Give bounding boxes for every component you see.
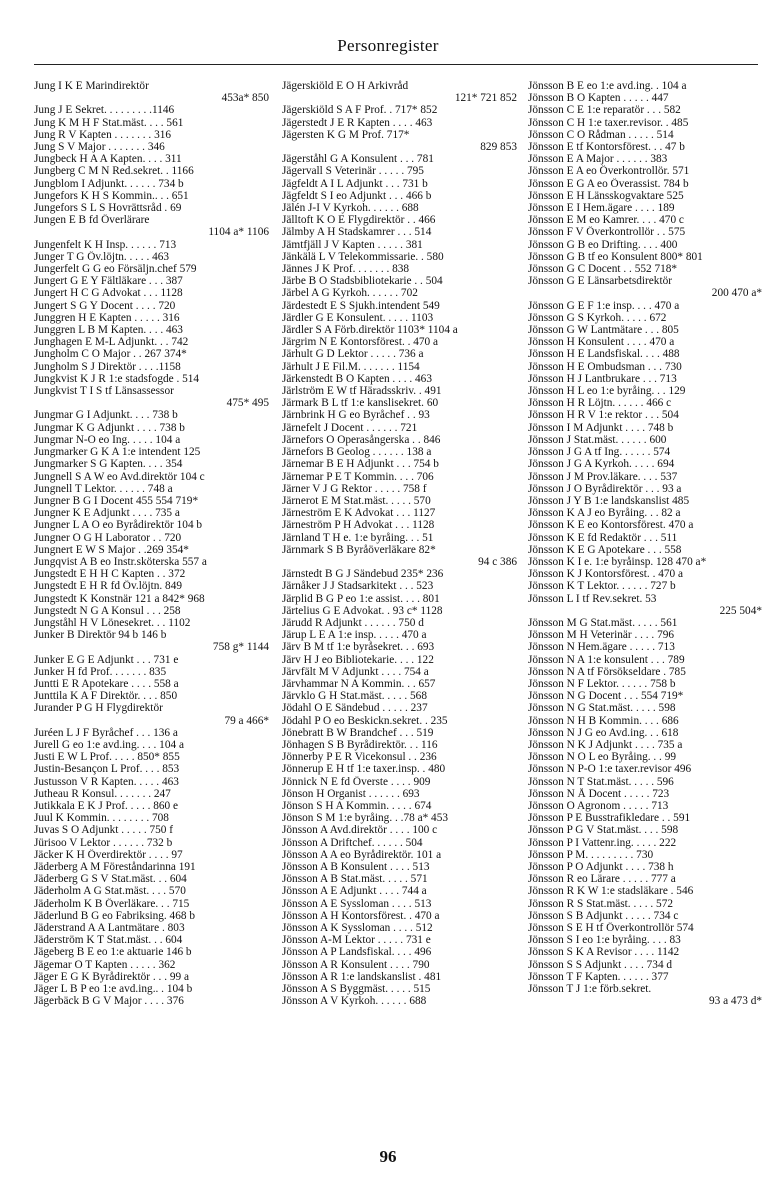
register-entry: Jönhagen S B Byrådirektör. . . 116 xyxy=(282,738,438,751)
register-entry: Jung S V Major . . . . . . . 346 xyxy=(34,141,165,154)
register-entry: Juul K Kommin. . . . . . . . 708 xyxy=(34,812,169,825)
register-entry: Jönsson K E G Apotekare . . . 558 xyxy=(528,543,682,556)
register-entry: Jönsson E tf Kontorsförest. . . 47 b xyxy=(528,141,685,154)
register-entry: Järnefelt J Docent . . . . . . 721 xyxy=(282,421,418,434)
register-entry: Jungholm S J Direktör . . . .1158 xyxy=(34,360,181,373)
register-entry: Järbe B O Stadsbibliotekarie . . 504 xyxy=(282,275,443,288)
register-entry: 1104 a* 1106 xyxy=(208,226,269,239)
register-entry: Jönsson A Avd.direktör . . . . 100 c xyxy=(282,824,438,837)
register-entry: Jönsson N A 1:e konsulent . . . 789 xyxy=(528,653,685,666)
register-entry: Järmark B L tf 1:e kanslisekret. 60 xyxy=(282,397,439,410)
register-entry: Jungefors S L S Hovrättsråd . 69 xyxy=(34,202,182,215)
register-entry: Jägerståhl G A Konsulent . . . 781 xyxy=(282,153,434,166)
register-entry: Jönsson A-M Lektor . . . . . 731 e xyxy=(282,934,431,947)
register-entry: Jönsson A P Landsfiskal. . . . 496 xyxy=(282,946,432,959)
register-entry: Jönsson G C Docent . . 552 718* xyxy=(528,263,678,276)
register-entry: Jäderholm A G Stat.mäst. . . . 570 xyxy=(34,885,186,898)
register-entry: Jönsson B E eo 1:e avd.ing. . 104 a xyxy=(528,80,687,92)
register-entry: Jönsson J G A tf Ing. . . . . . 574 xyxy=(528,446,671,459)
register-entry: Jungstedt K Konstnär 121 a 842* 968 xyxy=(34,592,205,605)
register-entry: Jönsson C E 1:e reparatör . . . 582 xyxy=(528,104,681,117)
register-entry: Junker E G E Adjunkt . . . 731 e xyxy=(34,653,179,666)
register-entry: Jönsson A S Byggmäst. . . . . 515 xyxy=(282,983,431,996)
register-entry: Järudd R Adjunkt . . . . . . 750 d xyxy=(282,616,424,629)
register-entry: Järdestedt E S Sjukh.intendent 549 xyxy=(282,299,440,312)
register-entry: Jönsson S E H tf Överkontrollör 574 xyxy=(528,922,694,935)
register-entry: Jönsson B O Kapten . . . . . 447 xyxy=(528,92,669,105)
register-entry: Justin-Besançon L Prof. . . . 853 xyxy=(34,763,180,776)
register-entry: Jönsson R S Stat.mäst. . . . . 572 xyxy=(528,897,673,910)
register-entry: Jödahl P O eo Beskickn.sekret. . 235 xyxy=(282,714,448,727)
register-entry: Junggren H E Kapten . . . . . 316 xyxy=(34,311,180,324)
register-entry: Jönsson A H Kontorsförest. . 470 a xyxy=(282,909,440,922)
register-entry: Jürisoo V Lektor . . . . . . 732 b xyxy=(34,836,173,849)
register-entry: Jönsson E M eo Kamrer. . . . 470 c xyxy=(528,214,684,227)
register-entry: Jönsson P M. . . . . . . . . 730 xyxy=(528,848,654,861)
register-entry: Jungner K E Adjunkt . . . . 735 a xyxy=(34,507,180,520)
register-entry: Jönsson C H 1:e taxer.revisor. . 485 xyxy=(528,116,689,129)
register-entry: Jönsson A R 1:e landskanslist . 481 xyxy=(282,970,442,983)
register-entry: Järv H J eo Bibliotekarie. . . . 122 xyxy=(282,653,434,666)
register-entry: Jönebratt B W Brandchef . . . 519 xyxy=(282,726,434,739)
register-entry: Jönsson H R V 1:e rektor . . . 504 xyxy=(528,409,679,422)
register-entry: Jungståhl H V Lönesekret. . . 1102 xyxy=(34,616,191,629)
register-entry: Jälén J-I V Kyrkoh. . . . . . 688 xyxy=(282,202,419,215)
register-entry: Jäcker K H Överdirektör . . . . 97 xyxy=(34,848,183,861)
register-entry: Jägeberg B E eo 1:e aktuarie 146 b xyxy=(34,946,192,959)
register-entry: Jungbeck H A A Kapten. . . . 311 xyxy=(34,153,182,166)
register-entry: Jönsson K I e. 1:e byråinsp. 128 470 a* xyxy=(528,555,707,568)
register-entry: Jönsson T F Kapten. . . . . . 377 xyxy=(528,970,669,983)
register-entry: Jönsson M H Veterinär . . . . 796 xyxy=(528,629,675,642)
register-entry: 79 a 466* xyxy=(224,714,269,727)
register-entry: Jänkälä L V Telekommissarie. . 580 xyxy=(282,250,444,263)
register-entry: Jägemar O T Kapten . . . . . 362 xyxy=(34,958,176,971)
register-entry: Jönsson N G Docent . . . 554 719* xyxy=(528,690,684,703)
register-entry: Jägfeldt A I L Adjunkt . . . 731 b xyxy=(282,177,428,190)
register-entry: Jönsson P I Vattenr.ing. . . . . 222 xyxy=(528,836,677,849)
register-entry: Jägerbäck B G V Major . . . . 376 xyxy=(34,995,184,1008)
register-entry: Juréen L J F Byråchef . . . 136 a xyxy=(34,726,178,739)
register-entry: Jönsson S B Adjunkt . . . . . 734 c xyxy=(528,909,679,922)
register-entry: Jönsson H R Löjtn. . . . . . 466 c xyxy=(528,397,672,410)
register-entry: Jälltoft K O E Flygdirektör . . 466 xyxy=(282,214,436,227)
header-rule xyxy=(34,64,758,65)
register-entry: Jönsson N O L eo Byråing. . . 99 xyxy=(528,751,677,764)
register-entry: Junggren L B M Kapten. . . . 463 xyxy=(34,324,183,337)
register-entry: Jönsson K T Lektor. . . . . . 727 b xyxy=(528,580,676,593)
register-entry: Jäderberg A M Föreståndarinna 191 xyxy=(34,861,196,873)
register-entry: Jönsson G B tf eo Konsulent 800* 801 xyxy=(528,250,703,263)
register-entry: Jönson H Organist . . . . . . 693 xyxy=(282,787,420,800)
register-entry: Jönsson N A tf Försökseldare . 785 xyxy=(528,665,686,678)
register-entry: Jönsson G W Lantmätare . . . 805 xyxy=(528,324,679,337)
register-entry: Jönsson F V Överkontrollör . . 575 xyxy=(528,226,686,239)
register-entry: Järvfält M V Adjunkt . . . . 754 a xyxy=(282,665,429,678)
register-entry: Jönsson E A eo Överkontrollör. 571 xyxy=(528,165,690,178)
register-entry: Jägervall S Veterinär . . . . . 795 xyxy=(282,165,424,178)
register-entry: 121* 721 852 xyxy=(454,92,517,105)
register-entry: Jönsson A E Adjunkt . . . . 744 a xyxy=(282,885,427,898)
register-column-3 xyxy=(528,80,762,1007)
register-entry: Jönsson S I eo 1:e byråing. . . . 83 xyxy=(528,934,681,947)
register-entry: Jönsson A Driftchef. . . . . . 504 xyxy=(282,836,423,849)
register-entry: Jägerstedt J E R Kapten . . . . 463 xyxy=(282,116,433,129)
register-entry: Jönsson L I tf Rev.sekret. 53 xyxy=(528,592,657,605)
register-entry: Jönsson J Y B 1:e landskanslist 485 xyxy=(528,494,690,507)
register-entry: Järhult J E Fil.M. . . . . . . 1154 xyxy=(282,360,420,373)
register-entry: Jungmar N-O eo Ing. . . . . 104 a xyxy=(34,433,181,446)
register-entry: Justusson V R Kapten. . . . . 463 xyxy=(34,775,179,788)
register-entry: Järnmark S B Byråöverläkare 82* xyxy=(282,543,436,556)
register-entry: Jägersten K G M Prof. 717* xyxy=(282,128,410,141)
register-entry: Jönnick N E fd Överste . . . . 909 xyxy=(282,775,431,788)
register-entry: Järnland T H e. 1:e byråing. . . 51 xyxy=(282,531,434,544)
register-entry: Jönsson N F Lektor. . . . . . 758 b xyxy=(528,677,676,690)
register-entry: Jutikkala E K J Prof. . . . . 860 e xyxy=(34,799,179,812)
register-entry: Jungenfelt K H Insp. . . . . . 713 xyxy=(34,238,177,251)
register-entry: Jönsson C O Rådman . . . . . 514 xyxy=(528,128,674,141)
register-entry: Järvklo G H Stat.mäst. . . . . 568 xyxy=(282,690,427,703)
register-entry: Järnemar P E T Kommin. . . . 706 xyxy=(282,470,434,483)
register-entry: Jönsson R eo Lärare . . . . . 777 a xyxy=(528,873,676,886)
register-entry: Järdler S A Förb.direktör 1103* 1104 a xyxy=(282,324,458,337)
register-entry: Jönsson A E Syssloman . . . . 513 xyxy=(282,897,432,910)
register-entry: Jäger E G K Byrådirektör . . . 99 a xyxy=(34,970,189,983)
register-entry: Jungnell T Lektor. . . . . . 748 a xyxy=(34,482,173,495)
register-entry: Juntti E R Apotekare . . . . 558 a xyxy=(34,677,179,690)
register-entry: Jönsson P O Adjunkt . . . . 738 h xyxy=(528,861,674,873)
register-entry: Jönsson E H Länsskogvaktare 525 xyxy=(528,189,684,202)
register-entry: Järdler G E Konsulent. . . . . 1103 xyxy=(282,311,434,324)
register-entry: Jönsson J Stat.mäst. . . . . . 600 xyxy=(528,433,667,446)
register-column-1 xyxy=(34,80,269,1007)
register-entry: Jödahl O E Sändebud . . . . . 237 xyxy=(282,702,428,715)
register-entry: Jurander P G H Flygdirektör xyxy=(34,702,163,715)
register-entry: Jönsson N J G eo Avd.ing. . . 618 xyxy=(528,726,679,739)
register-entry: Järnstedt B G J Sändebud 235* 236 xyxy=(282,568,444,581)
register-entry: Järgrim N E Kontorsförest. . 470 a xyxy=(282,336,439,349)
register-entry: 475* 495 xyxy=(226,397,269,410)
register-entry: Juvas S O Adjunkt . . . . . 750 f xyxy=(34,824,174,837)
register-entry: Jungert S G Y Docent . . . . 720 xyxy=(34,299,176,312)
register-entry: Jönsson P G V Stat.mäst. . . . 598 xyxy=(528,824,679,837)
register-entry: Jönson S M 1:e byråing. . .78 a* 453 xyxy=(282,812,448,825)
register-entry: Järnbrink H G eo Byråchef . . 93 xyxy=(282,409,430,422)
register-entry: Jännes J K Prof. . . . . . . 838 xyxy=(282,263,410,276)
register-entry: Jönsson G E F 1:e insp. . . . 470 a xyxy=(528,299,680,312)
register-entry: Jönnerup E H tf 1:e taxer.insp. . 480 xyxy=(282,763,446,776)
register-entry: Jönson S H A Kommin. . . . . 674 xyxy=(282,799,432,812)
register-entry: Jönsson J M Prov.läkare. . . . 537 xyxy=(528,470,678,483)
register-entry: Järnerot E M Stat.mäst. . . . . 570 xyxy=(282,494,431,507)
register-entry: Järneström P H Advokat . . . 1128 xyxy=(282,519,435,532)
register-entry: Jönsson A B Stat.mäst. . . . . 571 xyxy=(282,873,428,886)
register-entry: Jungen E B fd Överlärare xyxy=(34,214,150,227)
register-entry: Jönsson G B eo Drifting. . . . 400 xyxy=(528,238,678,251)
register-entry: Jungholm C O Major . . 267 374* xyxy=(34,348,187,361)
register-entry: 94 c 386 xyxy=(478,555,517,568)
register-entry: Jönsson I M Adjunkt . . . . 748 b xyxy=(528,421,674,434)
register-entry: 93 a 473 d* xyxy=(708,995,762,1008)
register-entry: Jungefors K H S Kommin.. . . 651 xyxy=(34,189,189,202)
register-entry: Jönsson N G Stat.mäst. . . . . 598 xyxy=(528,702,676,715)
register-entry: Junghagen E M-L Adjunkt. . . 742 xyxy=(34,336,189,349)
register-entry: Järbel A G Kyrkoh. . . . . . 702 xyxy=(282,287,418,300)
register-entry: Jönsson N H B Kommin. . . . 686 xyxy=(528,714,679,727)
register-entry: Järnemar B E H Adjunkt . . . 754 b xyxy=(282,458,439,471)
register-entry: Jönsson A B Konsulent . . . . 513 xyxy=(282,861,430,873)
register-entry: Järup L E A 1:e insp. . . . . 470 a xyxy=(282,629,427,642)
register-entry: Järner V J G Rektor . . . . . 758 f xyxy=(282,482,427,495)
register-entry: Järtelius G E Advokat. . 93 c* 1128 xyxy=(282,604,443,617)
register-entry: 758 g* 1144 xyxy=(212,641,269,654)
register-entry: Jönsson N Hem.ägare . . . . . 713 xyxy=(528,641,675,654)
register-entry: Jung K M H F Stat.mäst. . . . 561 xyxy=(34,116,184,129)
register-entry: Jungblom I Adjunkt. . . . . . 734 b xyxy=(34,177,184,190)
register-entry: Jönsson G E Länsarbetsdirektör xyxy=(528,275,673,288)
register-entry: Jungmar K G Adjunkt . . . . 738 b xyxy=(34,421,185,434)
register-entry: Järlström E W tf Häradsskriv. . 491 xyxy=(282,385,442,398)
register-entry: Jägfeldt S I eo Adjunkt . . . 466 b xyxy=(282,189,432,202)
register-entry: Jönnerby P E R Vicekonsul . . 236 xyxy=(282,751,437,764)
register-entry: Jönsson K J Kontorsförest. . 470 a xyxy=(528,568,684,581)
register-entry: Jäger L B P eo 1:e avd.ing.. . 104 b xyxy=(34,983,193,996)
register-entry: Jönsson E G A eo Överassist. 784 b xyxy=(528,177,689,190)
register-entry: Jurell G eo 1:e avd.ing. . . . 104 a xyxy=(34,738,184,751)
register-entry: Jönsson K E eo Kontorsförest. 470 a xyxy=(528,519,694,532)
register-entry: Jönsson K E fd Redaktör . . . 511 xyxy=(528,531,678,544)
register-entry: 200 470 a* xyxy=(711,287,762,300)
register-entry: Jönsson N T Stat.mäst. . . . . 596 xyxy=(528,775,674,788)
register-entry: Jung R V Kapten . . . . . . . 316 xyxy=(34,128,172,141)
register-entry: Jönsson H E Landsfiskal. . . . 488 xyxy=(528,348,680,361)
register-entry: Jönsson T J 1:e förb.sekret. xyxy=(528,983,652,996)
register-entry: Jälmby A H Stadskamrer . . . 514 xyxy=(282,226,432,239)
register-entry: Järkenstedt B O Kapten . . . . 463 xyxy=(282,372,432,385)
register-entry: 829 853 xyxy=(480,141,517,154)
register-entry: Jungmarker G K A 1:e intendent 125 xyxy=(34,446,201,459)
register-entry: Jönsson A V Kyrkoh. . . . . . 688 xyxy=(282,995,427,1008)
register-entry: Jungmarker S G Kapten. . . . 354 xyxy=(34,458,183,471)
register-entry: Jönsson N K J Adjunkt . . . . 735 a xyxy=(528,738,683,751)
register-entry: Jungner L A O eo Byrådirektör 104 b xyxy=(34,519,203,532)
register-entry: Junger T G Öv.löjtn. . . . . 463 xyxy=(34,250,170,263)
register-entry: Järnefors O Operasångerska . . 846 xyxy=(282,433,441,446)
register-entry: Jung I K E Marindirektör xyxy=(34,80,149,92)
register-entry: Jungnert E W S Major . .269 354* xyxy=(34,543,189,556)
register-entry: Junker H fd Prof. . . . . . . 835 xyxy=(34,665,167,678)
register-entry: Jönsson J G A Kyrkoh. . . . . 694 xyxy=(528,458,675,471)
register-entry: Jönsson E I Hem.ägare . . . . 189 xyxy=(528,202,675,215)
register-entry: Jämtfjäll J V Kapten . . . . . 381 xyxy=(282,238,423,251)
register-entry: Jungkvist K J R 1:e stadsfogde . 514 xyxy=(34,372,200,385)
register-entry: Jönsson M G Stat.mäst. . . . . 561 xyxy=(528,616,678,629)
register-entry: Justi E W L Prof. . . . . 850* 855 xyxy=(34,751,180,764)
register-entry: Jäderlund B G eo Fabriksing. 468 b xyxy=(34,909,195,922)
register-column-2 xyxy=(282,80,517,1007)
page-title: Personregister xyxy=(337,36,439,55)
register-entry: Jönsson G S Kyrkoh. . . . . 672 xyxy=(528,311,667,324)
register-entry: Jutheau R Konsul. . . . . . . 247 xyxy=(34,787,171,800)
register-entry: Järhult G D Lektor . . . . . 736 a xyxy=(282,348,424,361)
register-entry: Jönsson O Agronom . . . . . 713 xyxy=(528,799,669,812)
register-entry: Junker B Direktör 94 b 146 b xyxy=(34,629,167,642)
register-entry: Jäderberg G S V Stat.mäst. . . 604 xyxy=(34,873,187,886)
register-entry: Jungstedt E H H C Kapten . . 372 xyxy=(34,568,186,581)
page-number: 96 xyxy=(379,1147,397,1166)
register-entry: Jönsson H Konsulent . . . . 470 a xyxy=(528,336,675,349)
register-entry: Järvhammar N A Kommin. . . 657 xyxy=(282,677,436,690)
register-entry: Jönsson H E Ombudsman . . . 730 xyxy=(528,360,682,373)
register-entry: Jönsson J O Byrådirektör . . . 93 a xyxy=(528,482,682,495)
register-entry: Jönsson H J Lantbrukare . . . 713 xyxy=(528,372,677,385)
register-entry: Jungqvist A B eo Instr.sköterska 557 a xyxy=(34,555,207,568)
register-entry: Jungstedt N G A Konsul . . . 258 xyxy=(34,604,181,617)
register-entry: Jönsson P E Busstrafikledare . . 591 xyxy=(528,812,691,825)
register-entry: Järplid B G P eo 1:e assist. . . . 801 xyxy=(282,592,440,605)
register-entry: Jönsson R K W 1:e stadsläkare . 546 xyxy=(528,885,694,898)
register-entry: Jägerskiöld S A F Prof. . 717* 852 xyxy=(282,104,438,117)
register-entry: Jönsson N P-O 1:e taxer.revisor 496 xyxy=(528,763,692,776)
register-entry: Jungner O G H Laborator . . 720 xyxy=(34,531,182,544)
register-entry: Jönsson A K Syssloman . . . . 512 xyxy=(282,922,433,935)
register-entry: Jäderström K T Stat.mäst. . . 604 xyxy=(34,934,183,947)
register-entry: Jungner B G I Docent 455 554 719* xyxy=(34,494,199,507)
register-entry: Jungmar G I Adjunkt. . . . 738 b xyxy=(34,409,178,422)
register-entry: Jäderstrand A A Lantmätare . 803 xyxy=(34,922,185,935)
register-entry: Jönsson A A eo Byrådirektör. 101 a xyxy=(282,848,442,861)
register-entry: Jönsson A R Konsulent . . . . 790 xyxy=(282,958,430,971)
register-entry: Jungstedt E H R fd Öv.löjtn. 849 xyxy=(34,580,183,593)
register-entry: Jungerfelt G G eo Försäljn.chef 579 xyxy=(34,263,197,276)
register-entry: 453a* 850 xyxy=(221,92,269,105)
register-entry: Jönsson H L eo 1:e byråing. . . 129 xyxy=(528,385,686,398)
register-entry: Jungnell S A W eo Avd.direktör 104 c xyxy=(34,470,205,483)
register-entry: Jönsson S K A Revisor . . . . 1142 xyxy=(528,946,680,959)
register-entry: Jung J E Sekret. . . . . . . . .1146 xyxy=(34,104,175,117)
register-entry: Jungberg C M N Red.sekret. . 1166 xyxy=(34,165,194,178)
register-entry: Järnefors B Geolog . . . . . . 138 a xyxy=(282,446,432,459)
register-entry: Jönsson S S Adjunkt . . . . 734 d xyxy=(528,958,673,971)
register-entry: Jönsson E A Major . . . . . . 383 xyxy=(528,153,668,166)
register-entry: Jägerskiöld E O H Arkivråd xyxy=(282,80,409,92)
register-entry: Järneström E K Advokat . . . 1127 xyxy=(282,507,436,520)
register-entry: Jungert G E Y Fältläkare . . . 387 xyxy=(34,275,183,288)
register-entry: Jönsson K A J eo Byråing. . . 82 a xyxy=(528,507,681,520)
register-entry: Jönsson N Å Docent . . . . . 723 xyxy=(528,787,670,800)
register-entry: Jäderholm K B Överläkare. . . 715 xyxy=(34,897,190,910)
register-entry: 225 504* xyxy=(719,604,762,617)
register-entry: Junttila K A F Direktör. . . . 850 xyxy=(34,690,178,703)
register-entry: Järv B M tf 1:e byråsekret. . . 693 xyxy=(282,641,435,654)
register-entry: Jungert H C G Advokat . . . 1128 xyxy=(34,287,183,300)
register-entry: Järnåker J J Stadsarkitekt . . . 523 xyxy=(282,580,434,593)
register-entry: Jungkvist T I S tf Länsassessor xyxy=(34,385,174,398)
